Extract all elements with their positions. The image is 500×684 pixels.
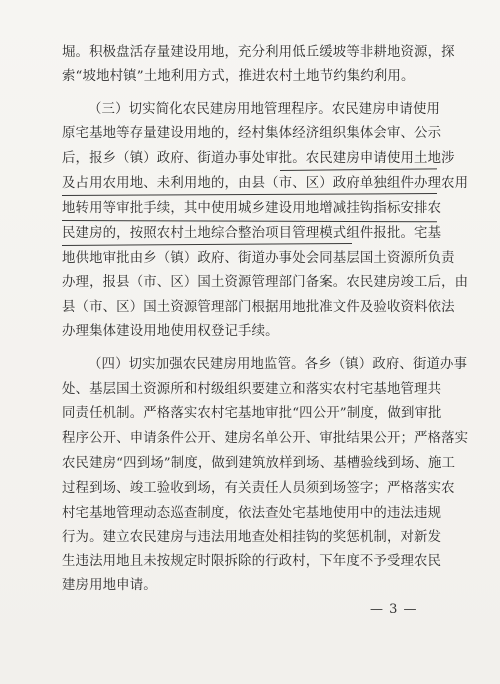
text-line: 民建房的，按照农村土地综合整治项目管理模式组件报批。宅基: [62, 226, 442, 241]
text-line: （三）切实简化农民建房用地管理程序。农民建房申请使用: [88, 102, 441, 117]
text-line: 原宅基地等存量建设用地的，经村集体经济组织集体会审、公示: [62, 126, 442, 141]
text-line: 堀。积极盘活存量建设用地，充分利用低丘缓坡等非耕地资源，探: [62, 45, 455, 60]
pen-underline: [62, 220, 437, 222]
text-line: 县（市、区）国土资源管理部门根据用地批准文件及验收资料依法: [62, 300, 455, 315]
text-line: 地转用等审批手续，其中使用城乡建设用地增减挂钩指标安排农: [62, 201, 442, 216]
text-line: 程序公开、申请条件公开、建房名单公开、审批结果公开；严格落实: [62, 431, 469, 446]
text-line: 建房用地申请。: [62, 578, 157, 593]
text-line: 行为。建立农民建房与违法用地查处相挂钩的奖惩机制，对新发: [62, 530, 442, 545]
text-line: 后，报乡（镇）政府、街道办事处审批。农民建房申请使用土地涉: [62, 151, 455, 166]
text-line: 同责任机制。严格落实农村宅基地审批“四公开”制度，做到审批: [62, 406, 442, 421]
page-number: — 3 —: [370, 602, 418, 617]
text-line: 过程到场、竣工验收到场，有关责任人员须到场签字；严格落实农: [62, 481, 455, 496]
text-line: 处、基层国土资源所和村级组织要建立和落实农村宅基地管理共: [62, 382, 442, 397]
text-line: 村宅基地管理动态巡查制度，依法查处宅基地使用中的违法违规: [62, 506, 442, 521]
pen-underline: [280, 168, 437, 171]
text-line: 索“坡地村镇”土地利用方式，推进农村土地节约集约利用。: [62, 69, 415, 84]
text-line: （四）切实加强农民建房用地监管。各乡（镇）政府、街道办事: [88, 357, 468, 372]
text-line: 及占用农用地、未利用地的，由县（市、区）政府单独组件办理农用: [62, 176, 469, 191]
text-line: 生违法用地且未按规定时限拆除的行政村，下年度不予受理农民: [62, 554, 442, 569]
text-line: 办理集体建设用地使用权登记手续。: [62, 324, 279, 339]
text-line: 办理，报县（市、区）国土资源管理部门备案。农民建房竣工后，由: [62, 275, 469, 290]
text-line: 地供地审批由乡（镇）政府、街道办事处会同基层国土资源所负责: [62, 251, 455, 266]
text-line: 农民建房“四到场”制度，做到建筑放样到场、基槽验线到场、施工: [62, 456, 456, 471]
